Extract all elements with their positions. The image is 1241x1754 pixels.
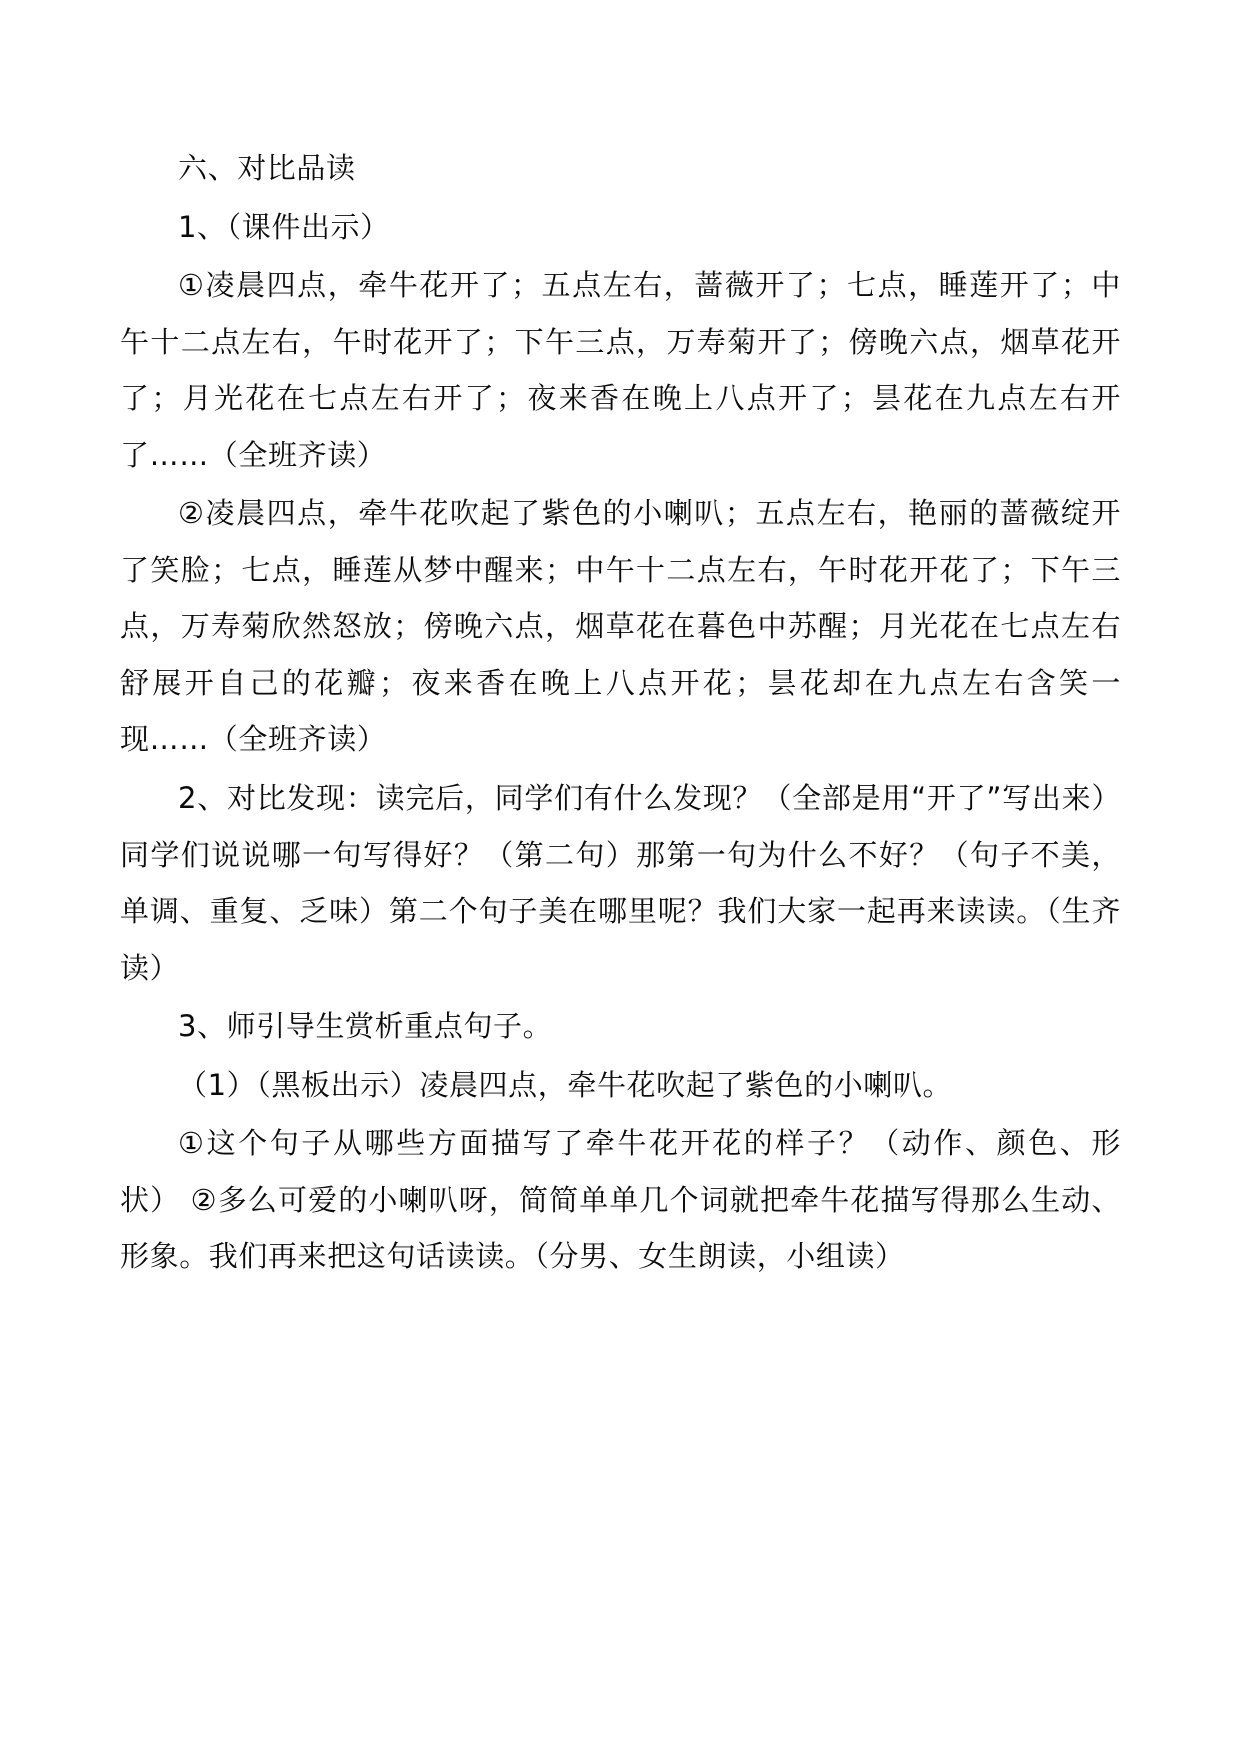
paragraph-item-1: 1、（课件出示） — [178, 209, 390, 244]
paragraph-example-1: ①凌晨四点，牵牛花开了；五点左右，蔷薇开了；七点，睡莲开了；中午十二点左右，午时花开了；下午三点，万寿菊开了；傍晚六点，烟草花开了；月光花在七点左右开了；夜来香在晚上八点开了；昙花在九点左右开了……（全班齐读） — [120, 268, 1121, 472]
paragraph-item-3: 3、师引导生赏析重点句子。 — [178, 1009, 553, 1044]
paragraph-item-2: 2、对比发现：读完后，同学们有什么发现？（全部是用“开了”写出来） 同学们说说哪一句写得好？（第二句）那第一句为什么不好？（句子不美，单调、重复、乏味）第二个句子美在哪里呢？我们大家一起再来读读。（生齐读） — [120, 781, 1121, 985]
paragraph-example-2: ②凌晨四点，牵牛花吹起了紫色的小喇叭；五点左右，艳丽的蔷薇绽开了笑脸；七点，睡莲从梦中醒来；中午十二点左右，午时花开花了；下午三点，万寿菊欣然怒放；傍晚六点，烟草花在暮色中苏醒；月光花在七点左右舒展开自己的花瓣；夜来香在晚上八点开花；昙花却在九点左右含笑一现……（全班齐读） — [120, 496, 1121, 757]
document-body — [120, 140, 1121, 1285]
paragraph-subitem-1: （1）（黑板出示）凌晨四点，牵牛花吹起了紫色的小喇叭。 — [178, 1067, 953, 1102]
paragraph-questions: ①这个句子从哪些方面描写了牵牛花开花的样子？（动作、颜色、形状） ②多么可爱的小喇叭呀，简简单单几个词就把牵牛花描写得那么生动、形象。我们再来把这句话读读。（分男、女生朗读，小组读） — [120, 1126, 1121, 1274]
paragraph-section-heading: 六、对比品读 — [178, 151, 356, 185]
